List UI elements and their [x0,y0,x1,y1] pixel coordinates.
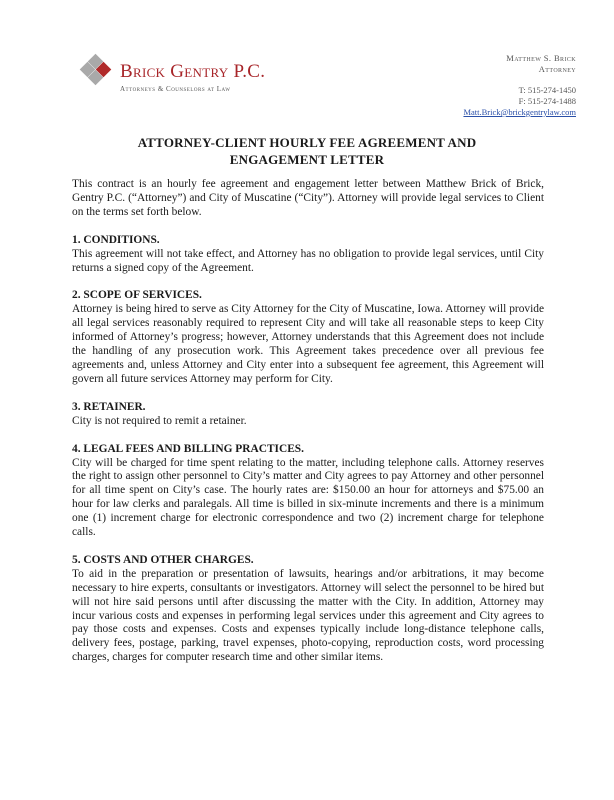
section-heading: 2. SCOPE OF SERVICES. [72,289,202,302]
document-body [72,178,544,665]
section-text: Attorney is being hired to serve as City Attorney for the City of Muscatine, Iowa. Attorney will provide all legal services reasonably required to represent City and will take all reasonable steps to keep City informed of Attorney’s progress; however, Attorney understands that this Agreement does not include the handling of any prosecution work. This Agreement takes precedence over all previous fee agreements and, unless Attorney and City enter into a subsequent fee agreement, this Agreement will govern all future services Attorney may perform for City. [72,303,544,385]
section-text: City is not required to remit a retainer. [72,414,247,427]
contact-block [463,53,576,118]
firm-logo [78,53,298,99]
firm-name: Brick Gentry P.C. [120,61,266,82]
document-title [0,134,614,168]
section-costs [72,554,544,665]
email-link[interactable]: Matt.Brick@brickgentrylaw.com [463,107,576,117]
section-text: City will be charged for time spent relating to the matter, including telephone calls. Attorney reserves the right to assign other personnel to City’s matter and City agrees to pay Attorney and other personnel for all time spent on City’s case. The hourly rates are: $150.00 an hour for attorneys and $75.00 an hour for law clerks and paralegals. All time is billed in six-minute increments and there is a minimum one (1) increment charge for electronic correspondence and two (2) increment charge for telephone calls. [72,456,544,539]
section-retainer [72,401,544,429]
phone-number: T: 515-274-1450 [518,85,576,95]
section-text: This agreement will not take effect, and Attorney has no obligation to provide legal services, until City returns a signed copy of the Agreement. [72,247,544,274]
section-legal-fees [72,443,544,540]
intro-paragraph: This contract is an hourly fee agreement and engagement letter between Matthew Brick of Brick, Gentry P.C. (“Attorney”) and City of Muscatine (“City”). Attorney will provide legal services to Client on the terms set forth below. [72,178,544,218]
fax-number: F: 515-274-1488 [518,96,576,106]
section-heading: 1. CONDITIONS. [72,233,160,246]
section-heading: 3. RETAINER. [72,400,146,413]
firm-tagline: Attorneys & Counselors at Law [120,85,231,93]
diamond-logo-icon [78,53,118,93]
section-conditions [72,234,544,276]
title-line-2: ENGAGEMENT LETTER [229,152,385,167]
attorney-name: Matthew S. Brick [506,53,576,63]
title-line-1: ATTORNEY-CLIENT HOURLY FEE AGREEMENT AND [137,135,477,150]
section-text: To aid in the preparation or presentation of lawsuits, hearings and/or arbitrations, it may become necessary to hire experts, consultants or investigators. Attorney will select the personnel to be hired but will not hire said persons until after discussing the matter with the City. In addition, Attorney may incur various costs and expenses in performing legal services under this agreement and City agrees to pay those costs and expenses. Costs and expenses typically include long-distance telephone calls, delivery fees, postage, parking, travel expenses, photo-copying, reproduction costs, word processing charges, charges for computer research time and other similar items. [72,567,544,664]
attorney-role: Attorney [538,64,576,74]
section-heading: 4. LEGAL FEES AND BILLING PRACTICES. [72,442,304,455]
section-scope-of-services [72,289,544,386]
section-heading: 5. COSTS AND OTHER CHARGES. [72,553,254,566]
